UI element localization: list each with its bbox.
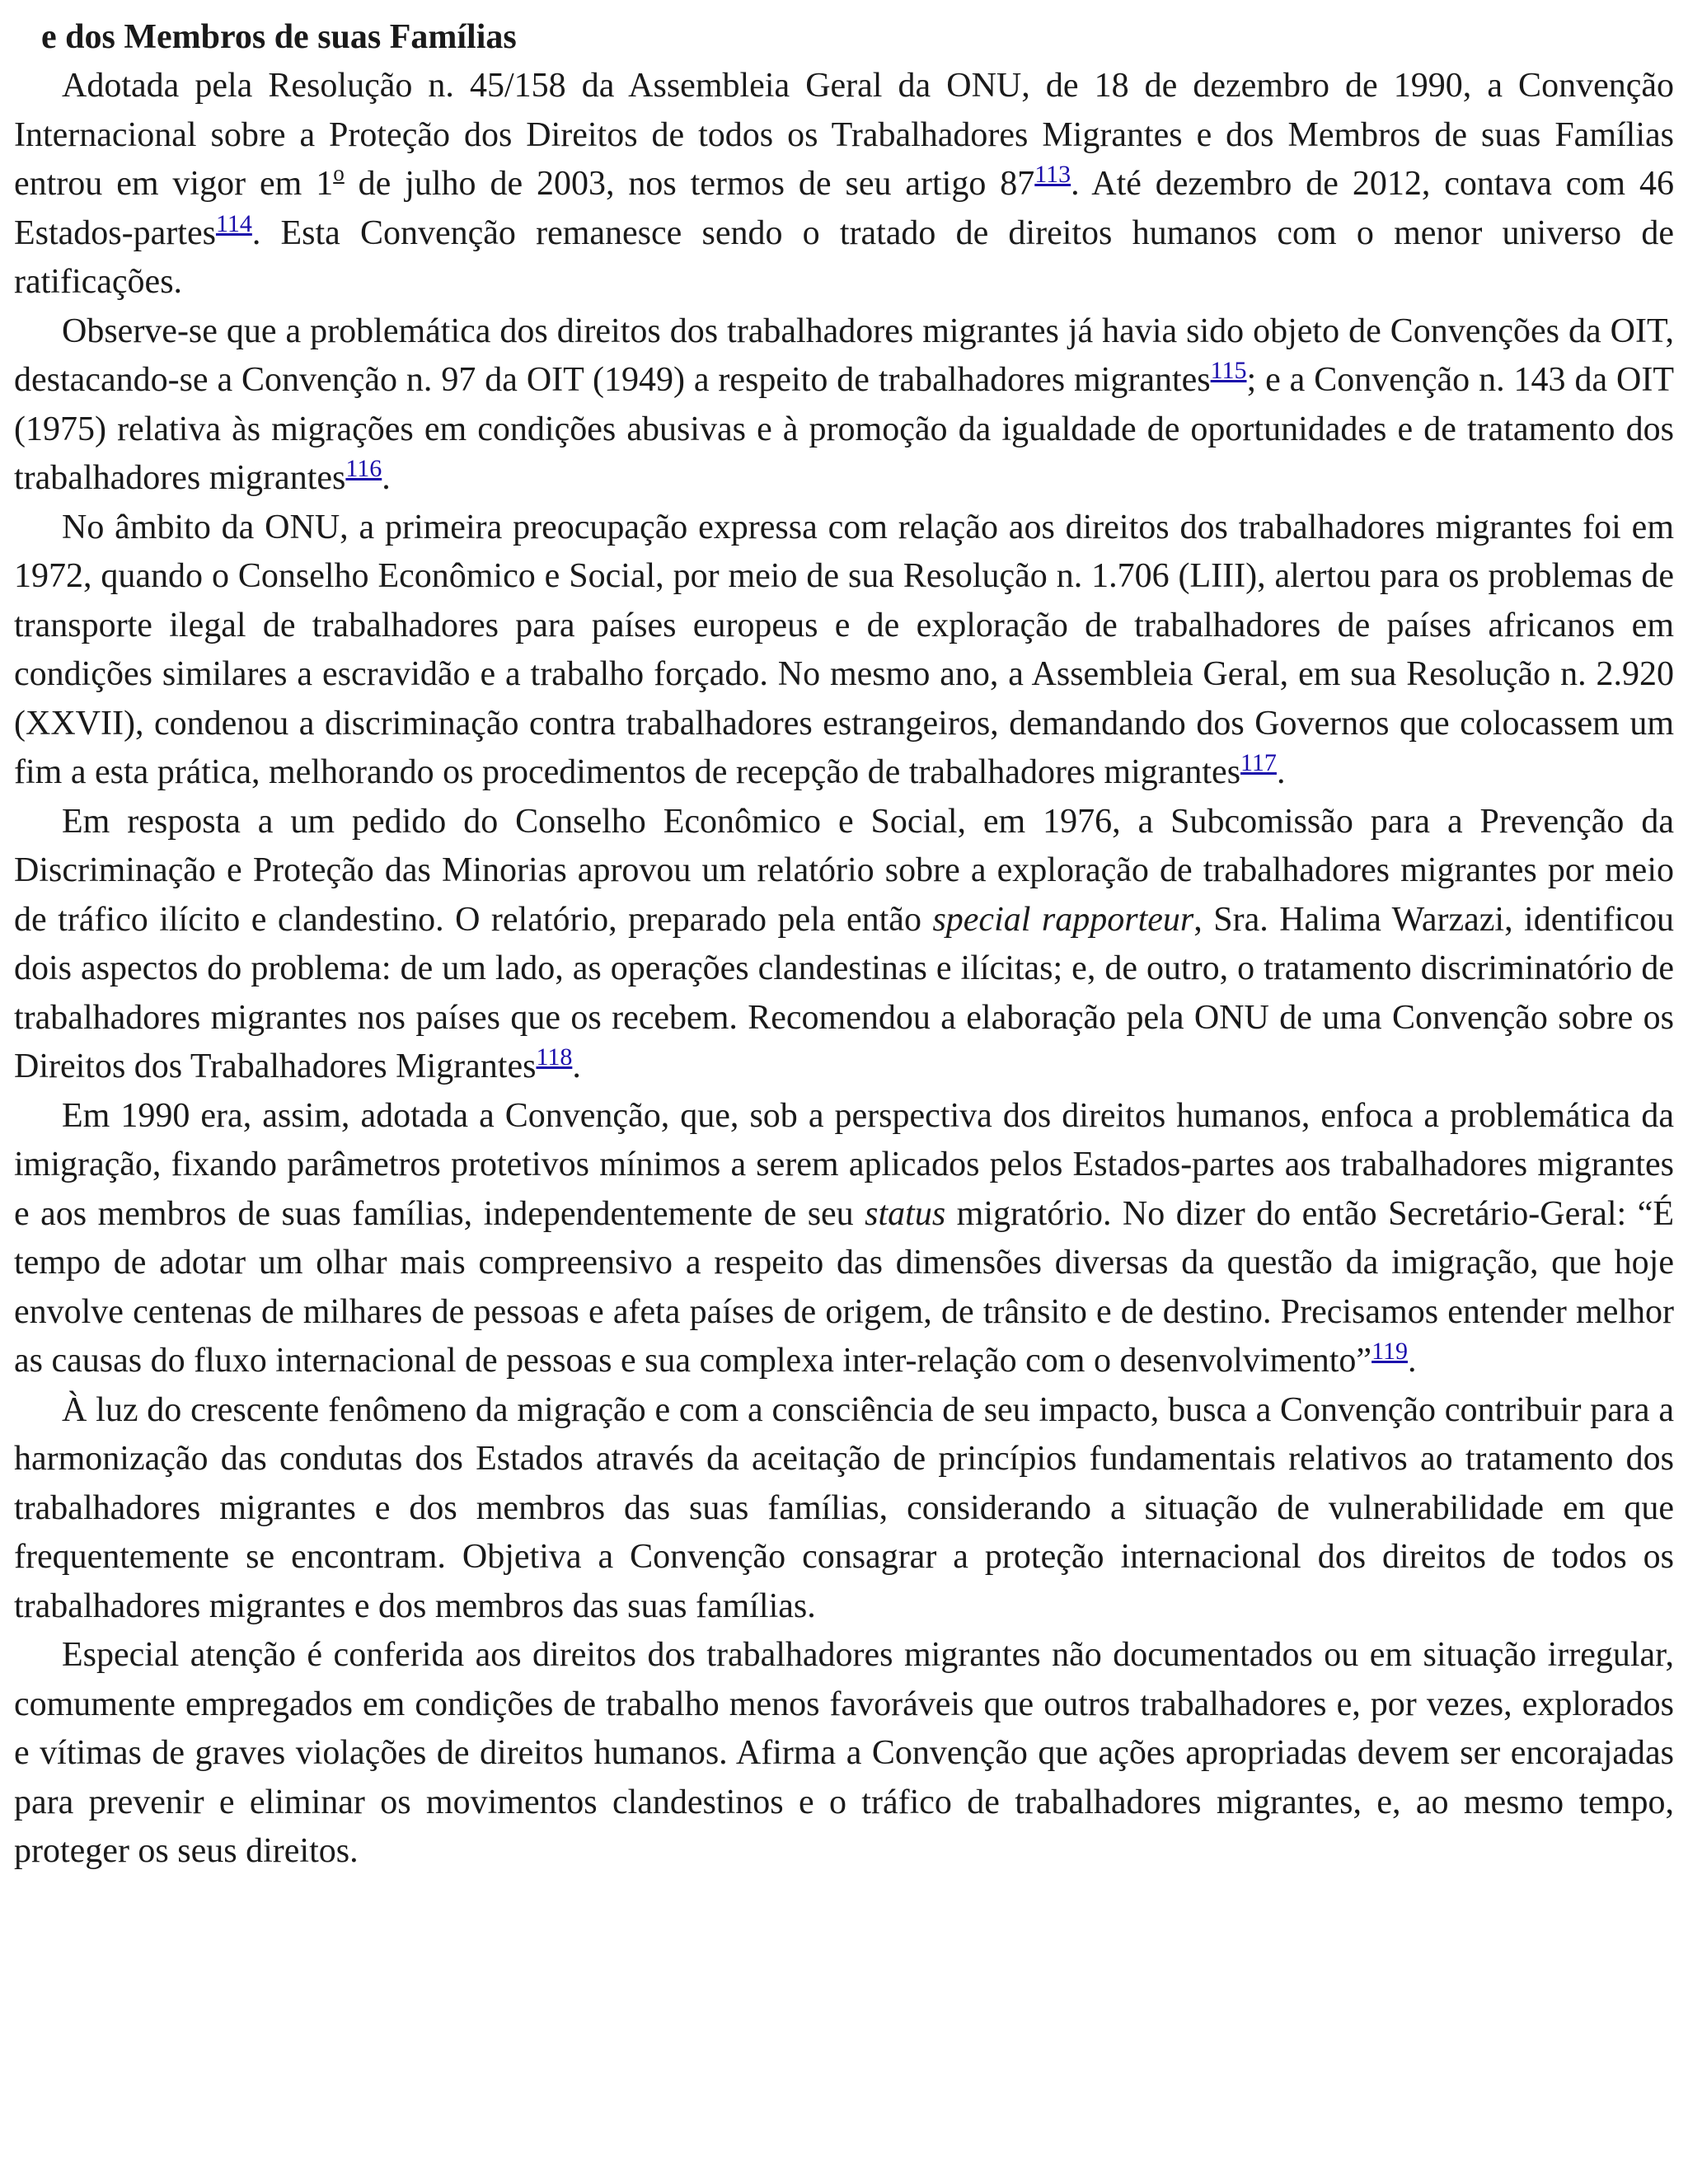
paragraph-text: , Sra. Halima Warzazi, identificou dois aspectos do problema: de um lado, as operações clandestinas e ilícitas; e, de outro, o tratamento discriminatório de trabalhadores migrantes nos países que os recebem. Recomendou a elaboração pela ONU de uma Convenção sobre os Direitos dos Trabalhadores Migrantes [14, 900, 1675, 1085]
paragraph-text: No âmbito da ONU, a primeira preocupação expressa com relação aos direitos dos trabalhadores migrantes foi em 1972, quando o Conselho Econômico e Social, por meio de sua Resolução n. 1.706 (LIII), alertou para os problemas de transporte ilegal de trabalhadores para países europeus e de exploração de trabalhadores de países africanos em condições similares a escravidão e a trabalho forçado. No mesmo ano, a Assembleia Geral, em sua Resolução n. 2.920 (XXVII), condenou a discriminação contra trabalhadores estrangeiros, demandando dos Governos que colocassem um fim a esta prática, melhorando os procedimentos de recepção de trabalhadores migrantes [14, 508, 1674, 791]
paragraph-1 [14, 62, 1674, 307]
ordinal-indicator: o [333, 161, 345, 185]
paragraph-5 [14, 1092, 1674, 1386]
paragraph-text: . [1276, 753, 1286, 791]
paragraph-3 [14, 504, 1674, 798]
footnote-link-117[interactable]: 117 [1240, 749, 1277, 776]
footnote-link-119[interactable]: 119 [1372, 1338, 1408, 1365]
footnote-link-114[interactable]: 114 [215, 209, 252, 237]
document-page [14, 13, 1674, 1877]
paragraph-text: . [382, 459, 391, 497]
italic-term: special rapporteur [932, 900, 1194, 939]
paragraph-text: Especial atenção é conferida aos direitos dos trabalhadores migrantes não documentados ou em situação irregular, comumente empregados em condições de trabalho menos favoráveis que outros trabalhadores e, por vezes, explorados e vítimas de graves violações de direitos humanos. Afirma a Convenção que ações apropriadas devem ser encorajadas para prevenir e eliminar os movimentos clandestinos e o tráfico de trabalhadores migrantes, e, ao mesmo tempo, proteger os seus direitos. [14, 1636, 1674, 1870]
paragraph-4 [14, 798, 1674, 1092]
paragraph-text: migratório. No dizer do então Secretário-Geral: “É tempo de adotar um olhar mais compreensivo a respeito das dimensões diversas da questão da imigração, que hoje envolve centenas de milhares de pessoas e afeta países de origem, de trânsito e de destino. Precisamos entender melhor as causas do fluxo internacional de pessoas e sua complexa inter-relação com o desenvolvimento” [14, 1194, 1674, 1380]
footnote-link-118[interactable]: 118 [536, 1043, 573, 1071]
paragraph-text: de julho de 2003, nos termos de seu artigo 87 [344, 165, 1035, 203]
paragraph-text: . Esta Convenção remanesce sendo o tratado de direitos humanos com o menor universo de ratificações. [14, 213, 1674, 301]
paragraph-text: Observe-se que a problemática dos direitos dos trabalhadores migrantes já havia sido objeto de Convenções da OIT, destacando-se a Convenção n. 97 da OIT (1949) a respeito de trabalhadores migrantes [14, 312, 1674, 399]
footnote-link-116[interactable]: 116 [345, 455, 382, 482]
paragraph-2 [14, 307, 1674, 504]
paragraph-text: ; e a Convenção n. 143 da OIT (1975) relativa às migrações em condições abusivas e à promoção da igualdade de oportunidades e de tratamento dos trabalhadores migrantes [14, 361, 1674, 497]
paragraph-text: . [572, 1047, 581, 1085]
paragraph-text: Em resposta a um pedido do Conselho Econômico e Social, em 1976, a Subcomissão para a Prevenção da Discriminação e Proteção das Minorias aprovou um relatório sobre a exploração de trabalhadores migrantes por meio de tráfico ilícito e clandestino. O relatório, preparado pela então [14, 802, 1674, 939]
footnote-link-115[interactable]: 115 [1210, 357, 1247, 384]
paragraph-text: . Até dezembro de 2012, contava com 46 Estados-partes [14, 165, 1674, 252]
paragraph-text: Adotada pela Resolução n. 45/158 da Assembleia Geral da ONU, de 18 de dezembro de 1990, a Convenção Internacional sobre a Proteção dos Direitos de todos os Trabalhadores Migrantes e dos Membros de suas Famílias entrou em vigor em 1 [14, 67, 1674, 203]
paragraph-text: À luz do crescente fenômeno da migração e com a consciência de seu impacto, busca a Convenção contribuir para a harmonização das condutas dos Estados através da aceitação de princípios fundamentais relativos ao tratamento dos trabalhadores migrantes e dos membros das suas famílias, considerando a situação de vulnerabilidade em que frequentemente se encontram. Objetiva a Convenção consagrar a proteção internacional dos direitos de todos os trabalhadores migrantes e dos membros das suas famílias. [14, 1390, 1674, 1625]
paragraph-6 [14, 1386, 1674, 1632]
section-heading: e dos Membros de suas Famílias [41, 18, 517, 56]
italic-term: status [865, 1194, 946, 1233]
paragraph-7 [14, 1631, 1674, 1877]
paragraph-text: . [1407, 1342, 1417, 1380]
footnote-link-113[interactable]: 113 [1034, 161, 1071, 188]
paragraph-text: Em 1990 era, assim, adotada a Convenção, que, sob a perspectiva dos direitos humanos, enfoca a problemática da imigração, fixando parâmetros protetivos mínimos a serem aplicados pelos Estados-partes aos trabalhadores migrantes e aos membros de suas famílias, independentemente de seu [14, 1096, 1674, 1233]
